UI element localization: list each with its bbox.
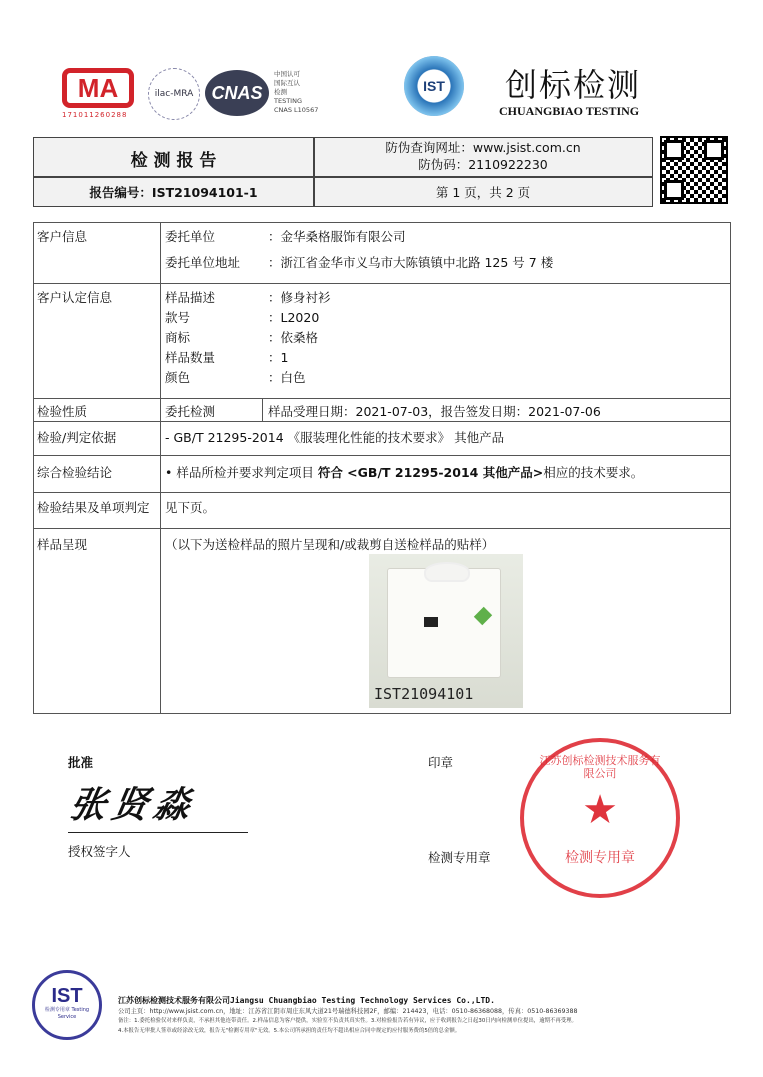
sample-row: 颜色 ：白色: [165, 370, 306, 385]
ist-logo: IST: [404, 56, 464, 116]
address-label: 委托单位地址: [165, 255, 241, 270]
signer-label: 授权签字人: [68, 844, 131, 859]
result-value: 见下页。: [165, 500, 216, 515]
sample-row: 款号 ：L2020: [165, 310, 320, 325]
footer-contact: 公司主页：http://www.jsist.com.cn，地址：江苏省江阴市周庄东风大道21号瑞德科技园2F，邮编：214423，电话：0510-86368088，传真：0510-86369388: [118, 1008, 578, 1015]
footer-note-2: 4.本报告无审批人签章或经涂改无效，报告无"检测专用章"无效。5.本公司所承担的责任均不超出相应合同中规定的应付服务费的5倍的总金额。: [118, 1028, 461, 1034]
qr-code: [662, 138, 726, 202]
photo-note: （以下为送检样品的照片呈现和/或裁剪自送检样品的贴样）: [165, 537, 495, 552]
seal-label: 印章: [428, 755, 454, 770]
report-number: 报告编号：IST21094101-1: [89, 185, 258, 200]
nature-label: 检验性质: [37, 404, 88, 419]
footer-ist-logo: IST 检测专用章 Testing Service: [32, 970, 102, 1040]
approve-label: 批准: [68, 755, 94, 770]
report-title: 检 测 报 告: [130, 151, 217, 171]
page-number: 第 1 页，共 2 页: [435, 185, 531, 200]
anti-fake-code: 防伪码：2110922230: [418, 157, 548, 172]
sample-photo: IST21094101: [369, 554, 523, 708]
dates: 样品受理日期：2021-07-03，报告签发日期：2021-07-06: [268, 404, 601, 419]
footer-note-1: 备注：1.委托检验仅对来样负责，不承担其他连带责任。2.样品信息为客户提供，实验室不负责其真实性。3.对检验报告若有异议，应于收到报告之日起30日内向检测单位提出，逾期不再受理。: [118, 1018, 577, 1024]
result-label: 检验结果及单项判定: [37, 500, 150, 515]
star-icon: ★: [582, 788, 618, 832]
footer-company: 江苏创标检测技术服务有限公司Jiangsu Chuangbiao Testing Technology Services Co.,LTD.: [118, 996, 495, 1005]
client-value: ：金华桑格服饰有限公司: [268, 229, 406, 244]
client-label: 委托单位: [165, 229, 216, 244]
official-stamp: 江苏创标检测技术服务有限公司 ★ 检测专用章: [520, 738, 680, 898]
sample-row: 商标 ：依桑格: [165, 330, 319, 345]
seal-usage-label: 检测专用章: [428, 850, 491, 865]
company-name-en: CHUANGBIAO TESTING: [499, 104, 640, 118]
ilac-mra-logo: ilac-MRA: [148, 68, 200, 120]
cma-logo: MA 171011260288: [62, 68, 134, 118]
cnas-caption: 中国认可 国际互认 检测 TESTING CNAS L10567: [274, 70, 319, 114]
sample-info-list: [165, 288, 331, 388]
basis-value: - GB/T 21295-2014 《服装理化性能的技术要求》 其他产品: [165, 430, 505, 445]
sample-row: 样品描述 ：修身衬衫: [165, 290, 331, 305]
sample-row: 样品数量 ：1: [165, 350, 289, 365]
conclusion-value: • 样品所检并要求判定项目 符合 <GB/T 21295-2014 其他产品>相应的技术要求。: [165, 465, 644, 480]
sample-info-label: 客户认定信息: [37, 290, 113, 305]
cnas-logo: CNAS: [205, 70, 269, 116]
basis-label: 检验/判定依据: [37, 430, 117, 445]
nature-value: 委托检测: [165, 404, 216, 419]
photo-label: 样品呈现: [37, 537, 88, 552]
signature-image: 张贤淼: [66, 784, 200, 826]
client-info-label: 客户信息: [37, 229, 88, 244]
address-value: ：浙江省金华市义乌市大陈镇镇中北路 125 号 7 楼: [268, 255, 554, 270]
conclusion-label: 综合检验结论: [37, 465, 113, 480]
anti-fake-url: 防伪查询网址：www.jsist.com.cn: [385, 140, 581, 155]
company-name-cn: 创标检测: [505, 66, 642, 104]
